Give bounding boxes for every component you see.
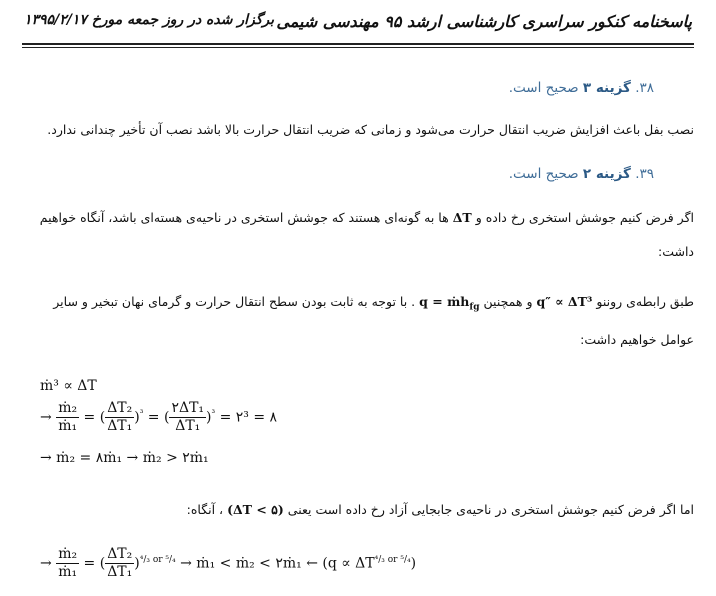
delta-t-condition: (ΔT < ۵) [227, 502, 284, 517]
answer-option: گزینه ۲ [582, 166, 631, 182]
equals-paren: = ( [83, 555, 106, 572]
arrow: → [40, 409, 52, 426]
answer-number: ۳۹. [635, 166, 654, 182]
answer-39-heading [509, 166, 654, 182]
answer-38-heading [509, 80, 654, 96]
answer-rest: صحیح است. [508, 80, 579, 96]
header-title: پاسخنامه کنکور سراسری کارشناسی ارشد ۹۵ مهندسی شیمی [276, 12, 692, 31]
power: ⁴/₃ or ⁵/₄ [139, 554, 176, 565]
frac-num: ΔT₂ [107, 400, 133, 416]
power: ⁴/₃ or ⁵/₄ [374, 554, 411, 565]
mass-ratio [56, 546, 79, 581]
math-line-4: → $\frac{\text{ṁ₂}}{\text{ṁ₁}}$ = ( $\frac{\text{ΔT₂}}{\text{ΔT₁}}$ )$^{^4/_3 or ^5/_4}$ → ṁ₁ < ṁ₂ < ۲ṁ₁ ← $(q \propto \Delta T^{^4/_3 or ^5/_4})$ [40, 546, 417, 580]
close-paren: ) [410, 555, 417, 572]
frac-num: ΔT₂ [107, 546, 133, 562]
paragraph-2-cont: عوامل خواهیم داشت: [580, 332, 694, 347]
power: ³ [139, 408, 144, 419]
paragraph-1 [22, 208, 694, 228]
paragraph-1-cont: داشت: [658, 244, 694, 259]
answer-number: ۳۸. [635, 80, 654, 96]
equals-paren: = ( [83, 409, 106, 426]
result: = ۲³ = ۸ [219, 409, 278, 426]
answer-option: گزینه ۳ [582, 80, 631, 96]
delta-t-symbol: ΔT [452, 210, 472, 225]
paragraph-3 [22, 500, 694, 520]
heat-formula-sub: fg [469, 302, 480, 313]
header-rule [22, 43, 694, 45]
frac-num: ṁ₂ [58, 546, 78, 562]
delta-ratio-2 [169, 400, 206, 435]
arrow: → [40, 555, 52, 572]
paragraph-2 [22, 292, 694, 318]
paragraph-3-text-a: اما اگر فرض کنیم جوشش استخری در ناحیه‌ی جابجایی آزاد رخ داده است یعنی [287, 502, 694, 517]
header-date: برگزار شده در روز جمعه مورخ ۱۳۹۵/۲/۱۷ [24, 12, 275, 28]
frac-den: ΔT₁ [107, 418, 133, 434]
rohsenow-formula: q″ ∝ ΔT³ [536, 294, 593, 309]
answer-rest: صحیح است. [508, 166, 579, 182]
math-line-2: → $\frac{\text{ṁ₂}}{\text{ṁ₁}}$ = ( $\frac{\text{ΔT₂}}{\text{ΔT₁}}$ )$^{^3}$ = ( $\frac{\text{۲ΔT₁}}{\text{ΔT₁}}$ )$^{^3}$ = ۲³ = ۸ [40, 400, 278, 434]
heat-formula-main: q = ṁh [419, 294, 470, 309]
paragraph-2-and: و همچنین [483, 294, 533, 309]
delta-ratio [105, 546, 134, 581]
frac-den: ΔT₁ [107, 564, 133, 580]
frac-den: ṁ₁ [58, 564, 78, 580]
frac-num: ۲ΔT₁ [171, 400, 205, 416]
math-line-1: ṁ³ ∝ ΔT [40, 378, 97, 394]
equals-paren: = ( [147, 409, 170, 426]
delta-ratio [105, 400, 134, 435]
power: ³ [211, 408, 216, 419]
paragraph-2-text-a: طبق رابطه‌ی روننو [596, 294, 694, 309]
paragraph-1-text-b: ها به گونه‌ای هستند که جوشش استخری در ناحیه‌ی هسته‌ای باشد، آنگاه خواهیم [39, 210, 449, 225]
header-rule-thin [22, 47, 694, 48]
result-tail: → ṁ₁ < ṁ₂ < ۲ṁ₁ ← (q ∝ ΔT [180, 555, 375, 572]
heat-formula [419, 294, 480, 313]
mass-ratio [56, 400, 79, 435]
frac-den: ṁ₁ [58, 418, 78, 434]
paragraph-2-text-b: . با توجه به ثابت بودن سطح انتقال حرارت و گرمای نهان تبخیر و سایر [53, 294, 416, 309]
paragraph-1-text-a: اگر فرض کنیم جوشش استخری رخ داده و [475, 210, 694, 225]
math-line-3: → ṁ₂ = ۸ṁ₁ → ṁ₂ > ۲ṁ₁ [40, 450, 209, 466]
frac-den: ΔT₁ [175, 418, 201, 434]
frac-num: ṁ₂ [58, 400, 78, 416]
answer-38-text: نصب بفل باعث افزایش ضریب انتقال حرارت می‌شود و زمانی که ضریب انتقال حرارت بالا باشد نصب آن تأخیر چندانی ندارد. [47, 122, 694, 137]
paragraph-3-text-b: ، آنگاه: [186, 502, 224, 517]
